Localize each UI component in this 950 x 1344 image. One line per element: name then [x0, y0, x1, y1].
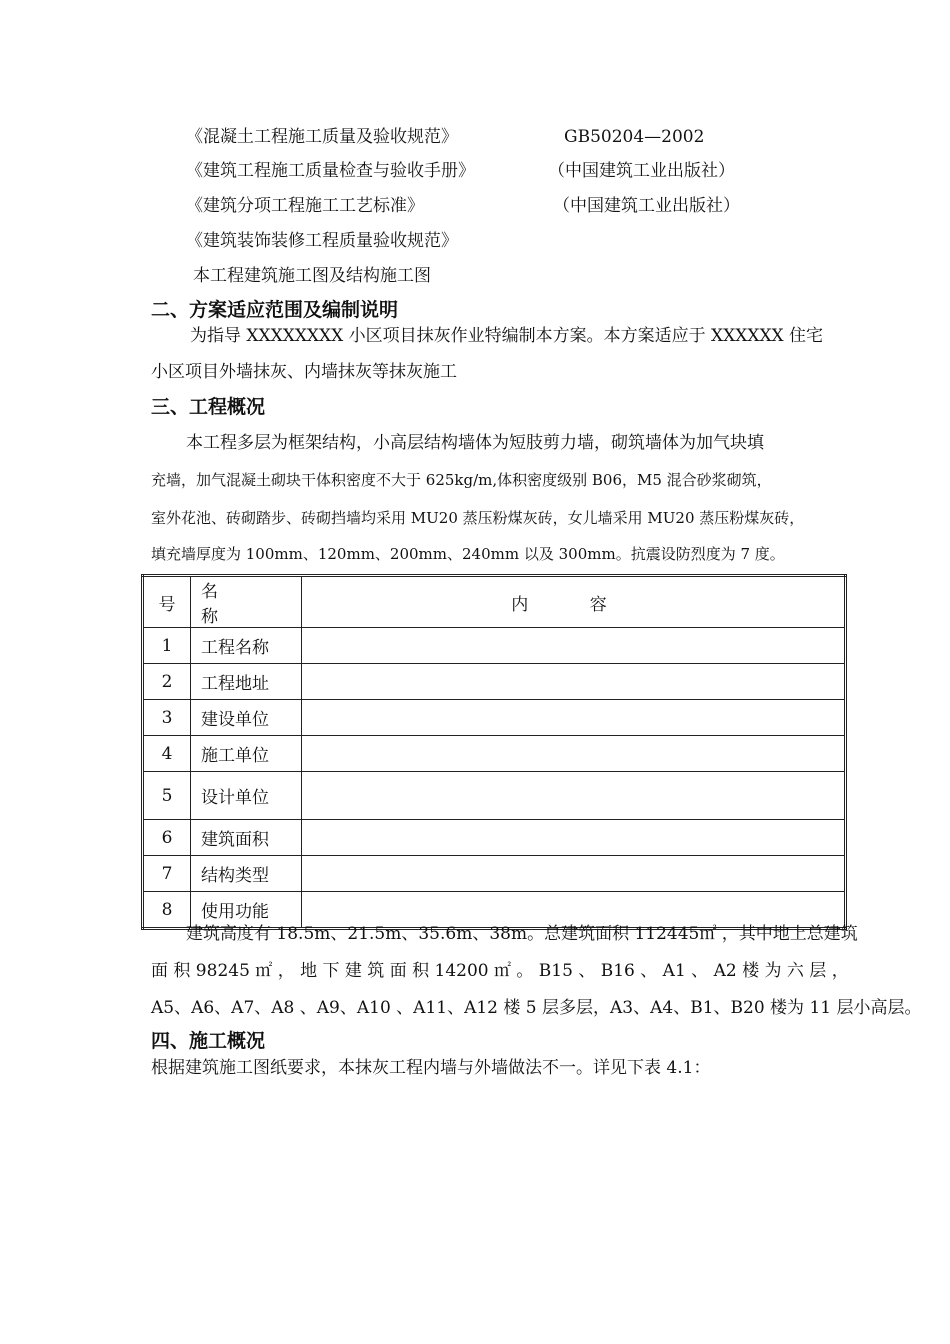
row-name: 使用功能: [191, 892, 302, 929]
paragraph-line: 面 积 98245 ㎡ ， 地 下 建 筑 面 积 14200 ㎡ 。 B15 、 B16 、 A1 、 A2 楼 为 六 层 ，: [151, 961, 849, 981]
reference-note: （中国建筑工业出版社）: [553, 196, 740, 216]
section-heading: 四、施工概况: [151, 1030, 266, 1052]
table-row: [143, 856, 846, 892]
paragraph-line: A5、A6、A7、A8 、A9、A10 、A11、A12 楼 5 层多层，A3、A4、B1、B20 楼为 11 层小高层。: [151, 998, 922, 1018]
row-number: 1: [143, 628, 191, 664]
reference-title: 《建筑工程施工质量检查与验收手册》: [186, 161, 475, 181]
row-content: [302, 820, 846, 856]
header-cell-number: 号: [143, 576, 191, 628]
table-header-row: [143, 576, 846, 628]
row-content: [302, 628, 846, 664]
row-number: 7: [143, 856, 191, 892]
paragraph-line: 充墙，加气混凝土砌块干体积密度不大于 625kg/m,体积密度级别 B06，M5 混合砂浆砌筑，: [151, 471, 772, 489]
reference-title: 《混凝土工程施工质量及验收规范》: [186, 127, 458, 147]
reference-note: GB50204—2002: [564, 127, 705, 147]
row-number: 5: [143, 772, 191, 820]
header-cell-content: 内 容: [302, 576, 846, 628]
paragraph-line: 为指导 XXXXXXXX 小区项目抹灰作业特编制本方案。本方案适应于 XXXXXX 住宅: [190, 326, 824, 346]
reference-title: 《建筑分项工程施工工艺标准》: [186, 196, 424, 216]
reference-title: 《建筑装饰装修工程质量验收规范》: [186, 231, 458, 251]
row-name: 设计单位: [191, 772, 302, 820]
paragraph-line: 室外花池、砖砌踏步、砖砌挡墙均采用 MU20 蒸压粉煤灰砖，女儿墙采用 MU20 蒸压粉煤灰砖，: [151, 509, 805, 527]
paragraph-line: 小区项目外墙抹灰、内墙抹灰等抹灰施工: [151, 362, 457, 382]
reference-note: （中国建筑工业出版社）: [548, 161, 735, 181]
row-number: 2: [143, 664, 191, 700]
row-name: 施工单位: [191, 736, 302, 772]
header-cell-name: 名 称: [191, 576, 302, 628]
project-info-table: [141, 574, 847, 930]
paragraph-line: 填充墙厚度为 100mm、120mm、200mm、240mm 以及 300mm。抗震设防烈度为 7 度。: [151, 545, 785, 563]
paragraph-line: 根据建筑施工图纸要求，本抹灰工程内墙与外墙做法不一。详见下表 4.1：: [151, 1058, 711, 1078]
row-name: 建设单位: [191, 700, 302, 736]
paragraph-line: 建筑高度有 18.5m、21.5m、35.6m、38m。总建筑面积 112445㎡ ，其中地上总建筑: [186, 924, 858, 944]
row-number: 6: [143, 820, 191, 856]
row-number: 8: [143, 892, 191, 929]
row-name: 工程名称: [191, 628, 302, 664]
reference-title: 本工程建筑施工图及结构施工图: [193, 266, 431, 286]
row-number: 4: [143, 736, 191, 772]
row-content: [302, 772, 846, 820]
row-content: [302, 664, 846, 700]
row-number: 3: [143, 700, 191, 736]
table-row: [143, 820, 846, 856]
row-name: 结构类型: [191, 856, 302, 892]
table-row: [143, 700, 846, 736]
row-content: [302, 700, 846, 736]
table-row: [143, 628, 846, 664]
section-heading: 二、方案适应范围及编制说明: [151, 299, 399, 321]
section-heading: 三、工程概况: [151, 396, 266, 418]
row-name: 工程地址: [191, 664, 302, 700]
paragraph-line: 本工程多层为框架结构，小高层结构墙体为短肢剪力墙，砌筑墙体为加气块填: [186, 433, 764, 453]
table-row: [143, 736, 846, 772]
row-content: [302, 856, 846, 892]
table-row: [143, 772, 846, 820]
table-row: [143, 664, 846, 700]
row-content: [302, 736, 846, 772]
row-name: 建筑面积: [191, 820, 302, 856]
